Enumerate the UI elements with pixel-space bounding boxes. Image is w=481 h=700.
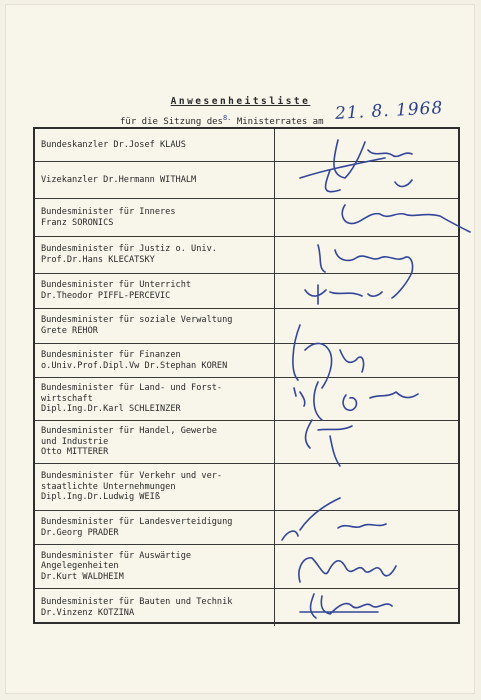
attendance-row: [35, 237, 458, 274]
signature-cell: [275, 129, 458, 161]
signature-cell: [275, 274, 458, 308]
attendance-row: [35, 199, 458, 237]
signature-cell: [275, 378, 458, 420]
minister-name-line: Franz SORONICS: [41, 217, 114, 228]
document-title: Anwesenheitsliste: [170, 96, 311, 107]
minister-name-line: Bundesminister für Inneres: [41, 206, 176, 217]
minister-name-line: Otto MITTERER: [41, 447, 109, 458]
minister-name-cell: [35, 589, 275, 626]
minister-name-line: Dr.Kurt WALDHEIM: [41, 571, 124, 582]
attendance-row: [35, 378, 458, 421]
minister-name-cell: [35, 309, 275, 343]
handwritten-date: 21. 8. 1968: [334, 98, 444, 124]
minister-name-line: Dr.Theodor PIFFL-PERCEVIC: [41, 291, 171, 301]
signature-cell: [275, 162, 458, 198]
attendance-row: [35, 274, 458, 309]
minister-name-cell: [35, 237, 275, 273]
minister-name-cell: [35, 511, 275, 544]
minister-name-line: Vizekanzler Dr.Hermann WITHALM: [41, 174, 197, 185]
minister-name-line: Angelegenheiten: [41, 561, 119, 572]
attendance-row: [35, 129, 458, 162]
attendance-row: [35, 421, 458, 464]
attendance-row: [35, 344, 458, 378]
minister-name-cell: [35, 199, 275, 236]
minister-name-line: o.Univ.Prof.Dipl.Vw Dr.Stephan KOREN: [41, 360, 228, 371]
minister-name-cell: [35, 421, 275, 463]
minister-name-line: Bundesminister für Verkehr und ver-: [41, 471, 223, 482]
subtitle-superscript: 8.: [222, 114, 232, 122]
minister-name-line: wirtschaft: [41, 393, 93, 404]
minister-name-cell: [35, 162, 275, 198]
signature-cell: [275, 421, 458, 463]
minister-name-line: Dipl.Ing.Dr.Ludwig WEIß: [41, 492, 160, 503]
signature-cell: [275, 511, 458, 544]
minister-name-line: Bundesminister für Finanzen: [41, 349, 181, 360]
attendance-row: [35, 589, 458, 626]
attendance-row: [35, 309, 458, 344]
attendance-row: [35, 162, 458, 199]
minister-name-line: Bundesminister für Bauten und Technik: [41, 596, 233, 607]
minister-name-line: Dipl.Ing.Dr.Karl SCHLEINZER: [41, 404, 181, 415]
minister-name-line: staatlichte Unternehmungen: [41, 481, 176, 492]
minister-name-line: Bundeskanzler Dr.Josef KLAUS: [41, 139, 186, 150]
attendance-table: [33, 127, 460, 624]
minister-name-line: Bundesminister für Justiz o. Univ.: [41, 244, 217, 255]
minister-name-cell: [35, 378, 275, 420]
signature-cell: [275, 309, 458, 343]
minister-name-cell: [35, 344, 275, 377]
signature-cell: [275, 344, 458, 377]
minister-name-line: Prof.Dr.Hans KLECATSKY: [41, 255, 155, 265]
document-subtitle: [120, 114, 324, 127]
attendance-row: [35, 511, 458, 545]
minister-name-line: Bundesminister für Landesverteidigung: [41, 516, 233, 527]
minister-name-line: Bundesminister für soziale Verwaltung: [41, 315, 233, 326]
subtitle-suffix: Ministerrates am: [236, 117, 324, 127]
minister-name-line: Bundesminister für Unterricht: [41, 280, 192, 291]
attendance-row: [35, 464, 458, 511]
attendance-row: [35, 545, 458, 589]
signature-cell: [275, 464, 458, 510]
minister-name-line: Bundesminister für Handel, Gewerbe: [41, 426, 217, 437]
minister-name-line: Bundesminister für Land- und Forst-: [41, 383, 223, 394]
minister-name-cell: [35, 129, 275, 161]
minister-name-line: Dr.Georg PRADER: [41, 527, 119, 538]
signature-cell: [275, 589, 458, 626]
subtitle-prefix: für die Sitzung des: [120, 117, 223, 127]
minister-name-line: Dr.Vinzenz KOTZINA: [41, 607, 135, 618]
signature-cell: [275, 545, 458, 588]
signature-cell: [275, 199, 458, 236]
signature-cell: [275, 237, 458, 273]
minister-name-line: Grete REHOR: [41, 326, 98, 336]
minister-name-cell: [35, 274, 275, 308]
minister-name-line: Bundesminister für Auswärtige: [41, 550, 192, 561]
minister-name-line: und Industrie: [41, 436, 109, 447]
minister-name-cell: [35, 545, 275, 588]
minister-name-cell: [35, 464, 275, 510]
